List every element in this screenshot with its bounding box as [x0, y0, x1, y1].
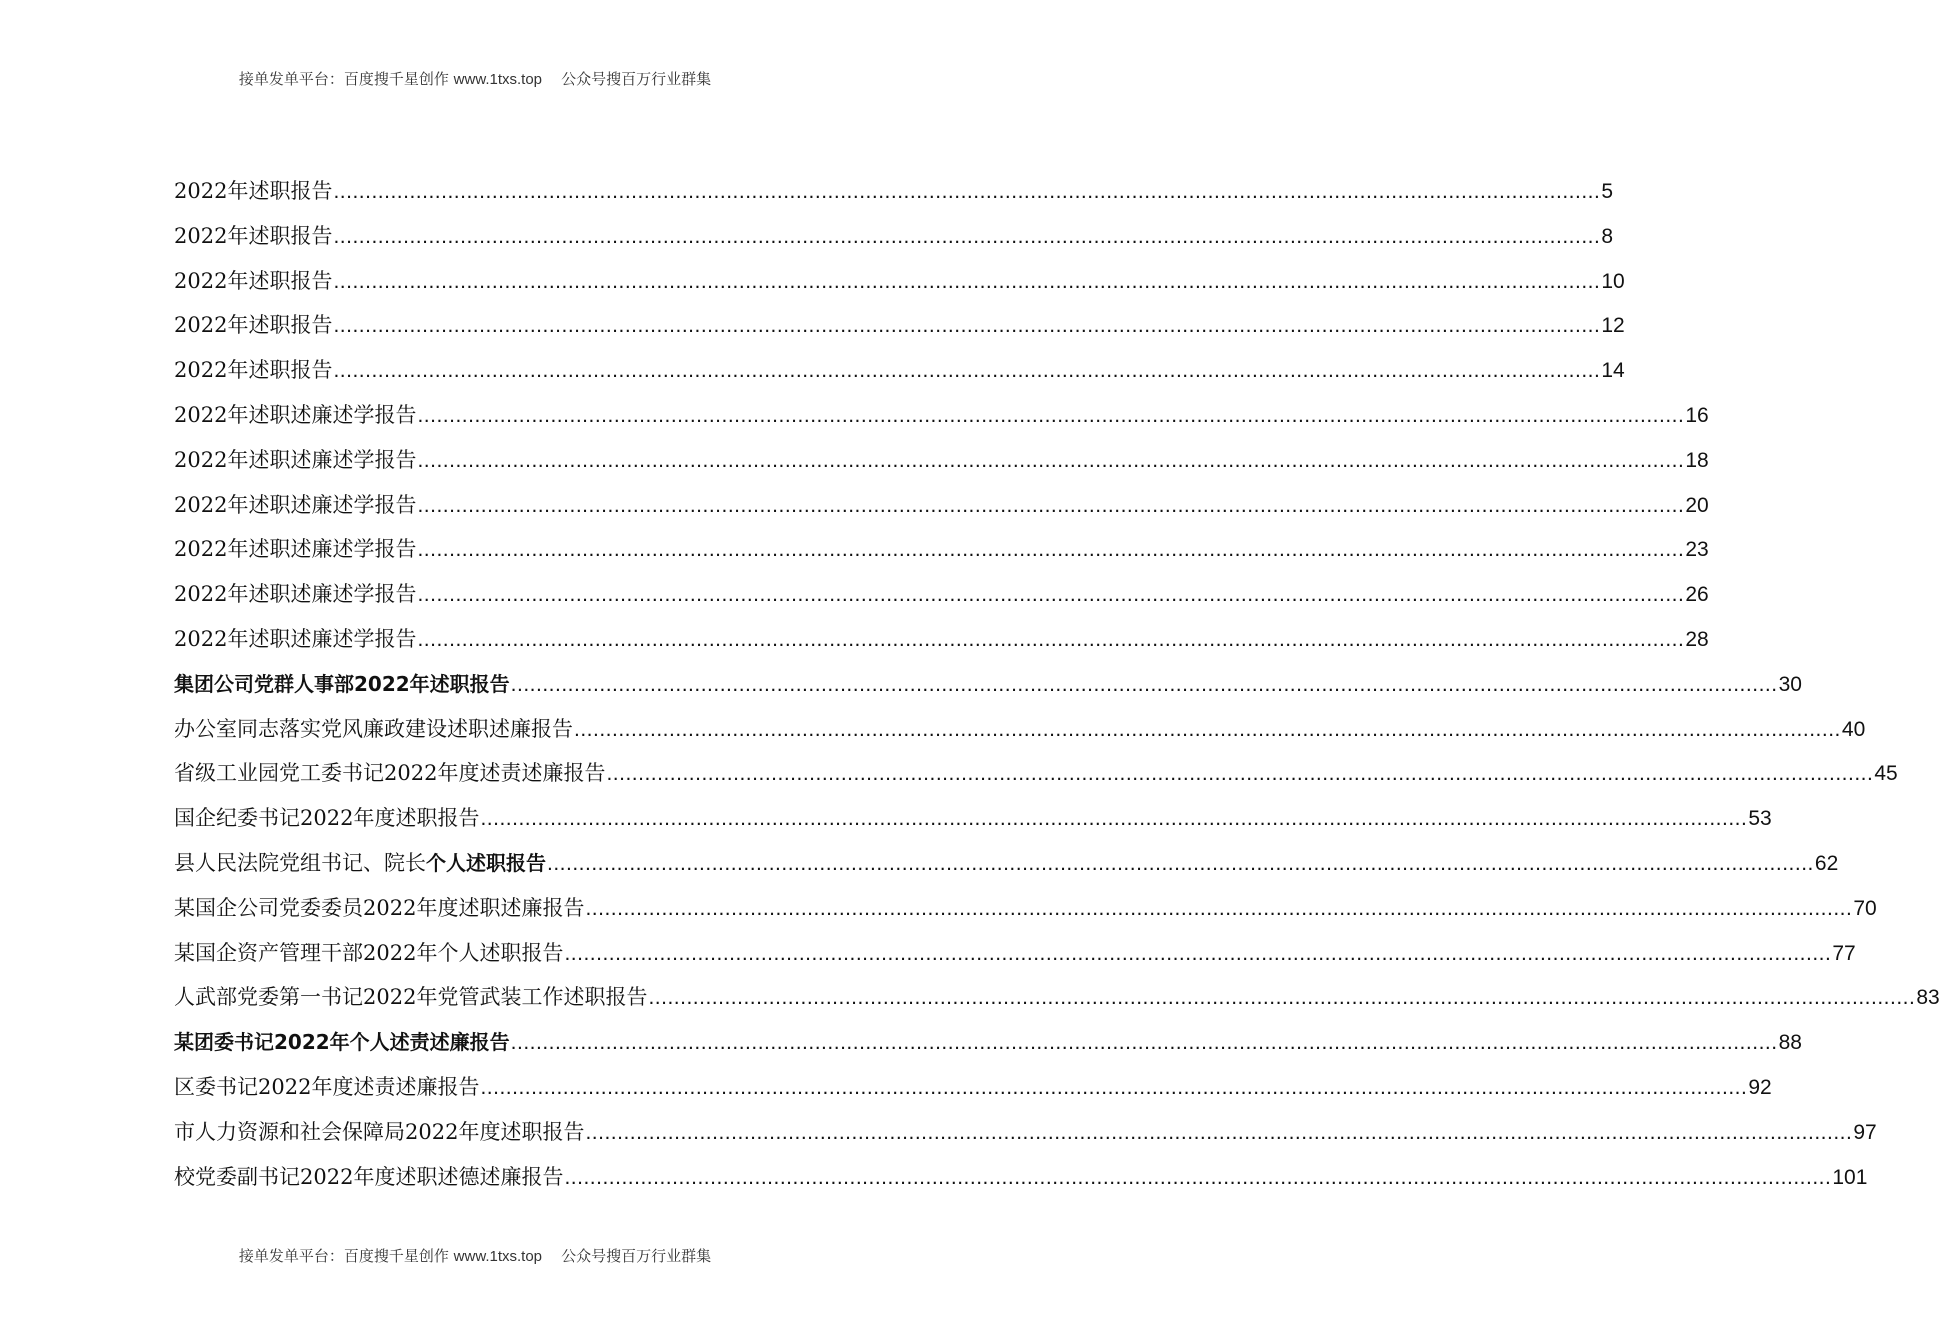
toc-dot-leader: ........................................................................................................................................................................................................	[333, 359, 1601, 383]
toc-entry[interactable]	[174, 1110, 1877, 1155]
toc-dot-leader: ........................................................................................................................................................................................................	[480, 807, 1748, 831]
toc-entry-title	[174, 796, 479, 841]
toc-entry-title-text: 某国企资产管理干部2022年个人述职报告	[174, 940, 564, 965]
toc-dot-leader: ........................................................................................................................................................................................................	[417, 627, 1685, 651]
toc-entry[interactable]	[174, 1155, 1868, 1200]
toc-entry-title	[174, 707, 573, 752]
toc-entry-title-text: 集团公司党群人事部2022年述职报告	[174, 671, 510, 696]
toc-entry-title	[174, 975, 647, 1020]
toc-entry-title-text: 县人民法院党组书记、院长	[174, 850, 426, 875]
toc-page-number: 18	[1685, 448, 1709, 472]
toc-entry-title-text: 省级工业园党工委书记2022年度述责述廉报告	[174, 761, 606, 786]
toc-entry[interactable]	[174, 841, 1839, 886]
toc-page-number: 70	[1853, 896, 1877, 920]
toc-entry-title	[174, 1020, 510, 1065]
toc-entry[interactable]	[174, 393, 1709, 438]
toc-entry-title	[174, 751, 605, 796]
page-footer	[0, 1245, 950, 1266]
toc-page-number: 26	[1685, 583, 1709, 607]
toc-entry[interactable]	[174, 348, 1625, 393]
toc-dot-leader: ........................................................................................................................................................................................................	[648, 986, 1916, 1010]
toc-page-number: 14	[1601, 359, 1625, 383]
toc-entry-title-text: 校党委副书记2022年度述职述德述廉报告	[174, 1164, 564, 1189]
toc-entry-title-text: 2022年述职报告	[174, 358, 333, 383]
toc-entry[interactable]	[174, 303, 1625, 348]
toc-dot-leader: ........................................................................................................................................................................................................	[606, 762, 1874, 786]
toc-entry[interactable]	[174, 796, 1772, 841]
toc-entry[interactable]	[174, 438, 1709, 483]
toc-entry-title	[174, 841, 546, 886]
toc-dot-leader: ........................................................................................................................................................................................................	[585, 1120, 1853, 1144]
toc-dot-leader: ........................................................................................................................................................................................................	[564, 1165, 1832, 1189]
toc-entry[interactable]	[174, 483, 1709, 528]
toc-page-number: 12	[1601, 314, 1625, 338]
toc-entry[interactable]	[174, 886, 1877, 931]
toc-entry[interactable]	[174, 1065, 1772, 1110]
toc-page-number: 53	[1748, 807, 1772, 831]
toc-entry-title-text: 2022年述职述廉述学报告	[174, 447, 417, 472]
toc-entry-title-text: 2022年述职报告	[174, 179, 333, 203]
toc-page-number: 45	[1874, 762, 1898, 786]
toc-entry-title-text: 2022年述职报告	[174, 268, 333, 293]
toc-entry-title	[174, 438, 416, 483]
toc-entry[interactable]	[174, 662, 1802, 707]
toc-entry-title	[174, 169, 332, 214]
toc-entry-title-text: 2022年述职报告	[174, 223, 333, 248]
toc-entry-title-text: 市人力资源和社会保障局2022年度述职报告	[174, 1119, 585, 1144]
toc-dot-leader: ........................................................................................................................................................................................................	[510, 1031, 1778, 1055]
toc-page-number: 40	[1841, 717, 1866, 741]
toc-entry-title-text: 2022年述职述廉述学报告	[174, 537, 417, 562]
toc-page-number: 16	[1685, 403, 1709, 427]
toc-entry[interactable]	[174, 259, 1625, 304]
toc-entry-title-bold: 个人述职报告	[426, 850, 546, 875]
toc-entry[interactable]	[174, 214, 1614, 259]
toc-entry[interactable]	[174, 617, 1709, 662]
toc-entry[interactable]	[174, 1020, 1802, 1065]
toc-entry-title	[174, 617, 416, 662]
toc-entry-title	[174, 931, 563, 976]
table-of-contents	[174, 169, 1940, 1199]
toc-entry-title	[174, 886, 584, 931]
toc-entry-title	[174, 303, 332, 348]
header-platform-text: 接单发单平台：百度搜千星创作	[238, 70, 449, 88]
toc-page-number: 23	[1685, 538, 1709, 562]
toc-entry-title	[174, 214, 332, 259]
toc-dot-leader: ........................................................................................................................................................................................................	[333, 180, 1601, 203]
toc-dot-leader: ........................................................................................................................................................................................................	[585, 896, 1853, 920]
footer-site-link[interactable]: www.1txs.top	[453, 1248, 543, 1265]
toc-dot-leader: ........................................................................................................................................................................................................	[480, 1075, 1748, 1099]
toc-entry[interactable]	[174, 751, 1898, 796]
toc-entry[interactable]	[174, 527, 1709, 572]
toc-entry-title-text: 区委书记2022年度述责述廉报告	[174, 1074, 480, 1099]
toc-page-number: 10	[1601, 269, 1625, 293]
toc-dot-leader: ........................................................................................................................................................................................................	[333, 314, 1601, 338]
toc-page-number: 77	[1832, 941, 1856, 965]
toc-entry-title-text: 2022年述职述廉述学报告	[174, 402, 417, 427]
page-header	[0, 68, 950, 89]
toc-entry-title-text: 2022年述职述廉述学报告	[174, 582, 417, 607]
toc-entry-title	[174, 1110, 584, 1155]
toc-page-number: 8	[1601, 224, 1614, 248]
toc-entry-title-text: 办公室同志落实党风廉政建设述职述廉报告	[174, 716, 573, 741]
toc-dot-leader: ........................................................................................................................................................................................................	[417, 448, 1685, 472]
toc-page-number: 88	[1778, 1031, 1802, 1055]
toc-page-number: 97	[1853, 1120, 1877, 1144]
toc-dot-leader: ........................................................................................................................................................................................................	[574, 717, 1841, 741]
toc-page-number: 62	[1814, 851, 1839, 875]
toc-entry[interactable]	[174, 707, 1866, 752]
toc-dot-leader: ........................................................................................................................................................................................................	[417, 583, 1685, 607]
header-site-link[interactable]: www.1txs.top	[453, 71, 543, 88]
toc-entry-title-text: 某国企公司党委委员2022年度述职述廉报告	[174, 895, 585, 920]
toc-page-number: 101	[1832, 1165, 1868, 1189]
header-wechat-text: 公众号搜百万行业群集	[561, 70, 712, 88]
toc-entry-title	[174, 393, 416, 438]
toc-entry-title	[174, 572, 416, 617]
footer-wechat-text: 公众号搜百万行业群集	[561, 1247, 712, 1265]
toc-entry-title	[174, 1065, 479, 1110]
footer-platform-text: 接单发单平台：百度搜千星创作	[238, 1247, 449, 1265]
toc-entry-title-text: 人武部党委第一书记2022年党管武装工作述职报告	[174, 985, 648, 1010]
toc-page-number: 28	[1685, 627, 1709, 651]
toc-page-number: 83	[1916, 986, 1940, 1010]
toc-page-number: 5	[1601, 180, 1614, 203]
toc-entry-title	[174, 259, 332, 304]
toc-entry-title	[174, 483, 416, 528]
toc-page-number: 92	[1748, 1075, 1772, 1099]
toc-page-number: 30	[1778, 672, 1802, 696]
toc-dot-leader: ........................................................................................................................................................................................................	[417, 493, 1685, 517]
toc-entry-title	[174, 1155, 563, 1200]
toc-dot-leader: ........................................................................................................................................................................................................	[547, 851, 1814, 875]
toc-dot-leader: ........................................................................................................................................................................................................	[333, 269, 1601, 293]
toc-entry-title-text: 2022年述职述廉述学报告	[174, 492, 417, 517]
toc-entry-title-text: 2022年述职报告	[174, 313, 333, 338]
toc-entry-title	[174, 527, 416, 572]
toc-entry-title-text: 国企纪委书记2022年度述职报告	[174, 806, 480, 831]
toc-entry-title	[174, 348, 332, 393]
toc-entry-title-text: 2022年述职述廉述学报告	[174, 626, 417, 651]
toc-page-number: 20	[1685, 493, 1709, 517]
toc-dot-leader: ........................................................................................................................................................................................................	[510, 672, 1778, 696]
toc-dot-leader: ........................................................................................................................................................................................................	[564, 941, 1832, 965]
toc-dot-leader: ........................................................................................................................................................................................................	[417, 538, 1685, 562]
toc-entry[interactable]	[174, 169, 1614, 214]
toc-dot-leader: ........................................................................................................................................................................................................	[333, 224, 1601, 248]
toc-entry[interactable]	[174, 931, 1856, 976]
toc-entry-title	[174, 662, 510, 707]
toc-entry[interactable]	[174, 572, 1709, 617]
toc-entry-title-text: 某团委书记2022年个人述责述廉报告	[174, 1030, 510, 1055]
toc-dot-leader: ........................................................................................................................................................................................................	[417, 403, 1685, 427]
toc-entry[interactable]	[174, 975, 1940, 1020]
